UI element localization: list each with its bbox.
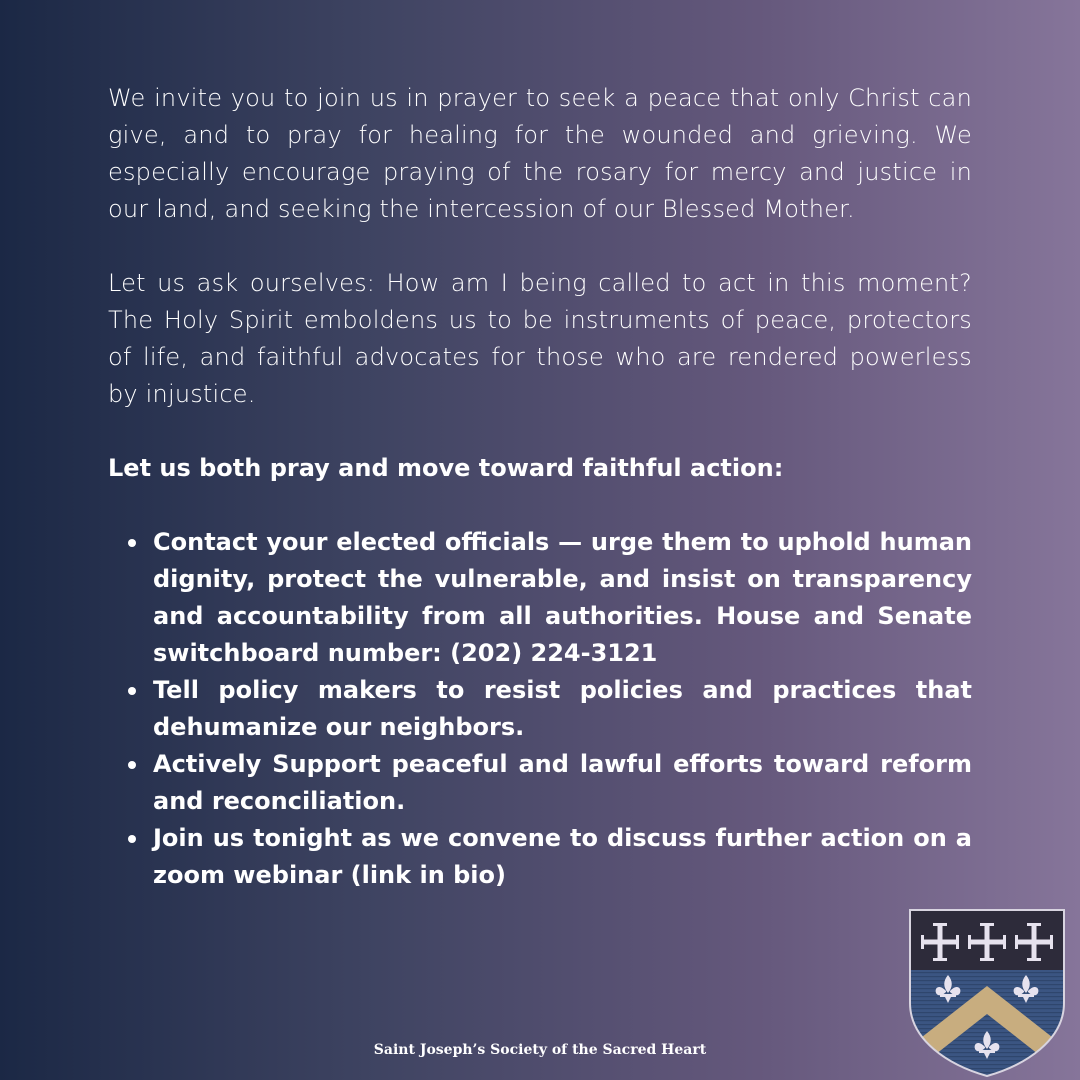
crest-shield-icon	[908, 908, 1066, 1078]
action-item-support-reform	[153, 746, 972, 820]
action-item-text: Actively Support peaceful and lawful efforts toward reform and reconciliation.	[153, 750, 972, 815]
bullet-icon	[128, 687, 136, 695]
action-item-text: Join us tonight as we convene to discuss further action on a zoom webinar (link in bio)	[153, 824, 972, 889]
letter-content	[108, 80, 972, 894]
bullet-icon	[128, 761, 136, 769]
organization-name: Saint Joseph’s Society of the Sacred Heart	[373, 1042, 707, 1058]
action-item-contact-officials	[153, 524, 972, 672]
action-item-tell-policy-makers	[153, 672, 972, 746]
action-lead: Let us both pray and move toward faithful action:	[108, 454, 784, 482]
bullet-icon	[128, 835, 136, 843]
action-item-join-webinar	[153, 820, 972, 894]
action-list	[108, 524, 972, 894]
paragraph-prayer: We invite you to join us in prayer to seek a peace that only Christ can give, and to pray for healing for the wounded and grieving. We especially encourage praying of the rosary for mercy and justice in our land, and seeking the intercession of our Blessed Mother.	[108, 84, 972, 223]
action-item-text: Contact your elected officials — urge them to uphold human dignity, protect the vulnerable, and insist on transparency and accountability from all authorities. House and Senate switchboard number: (202) 224-3121	[153, 528, 972, 667]
bullet-icon	[128, 539, 136, 547]
paragraph-reflection: Let us ask ourselves: How am I being called to act in this moment? The Holy Spirit emboldens us to be instruments of peace, protectors of life, and faithful advocates for those who are rendered powerless by injustice.	[108, 269, 972, 408]
action-item-text: Tell policy makers to resist policies and practices that dehumanize our neighbors.	[153, 676, 972, 741]
